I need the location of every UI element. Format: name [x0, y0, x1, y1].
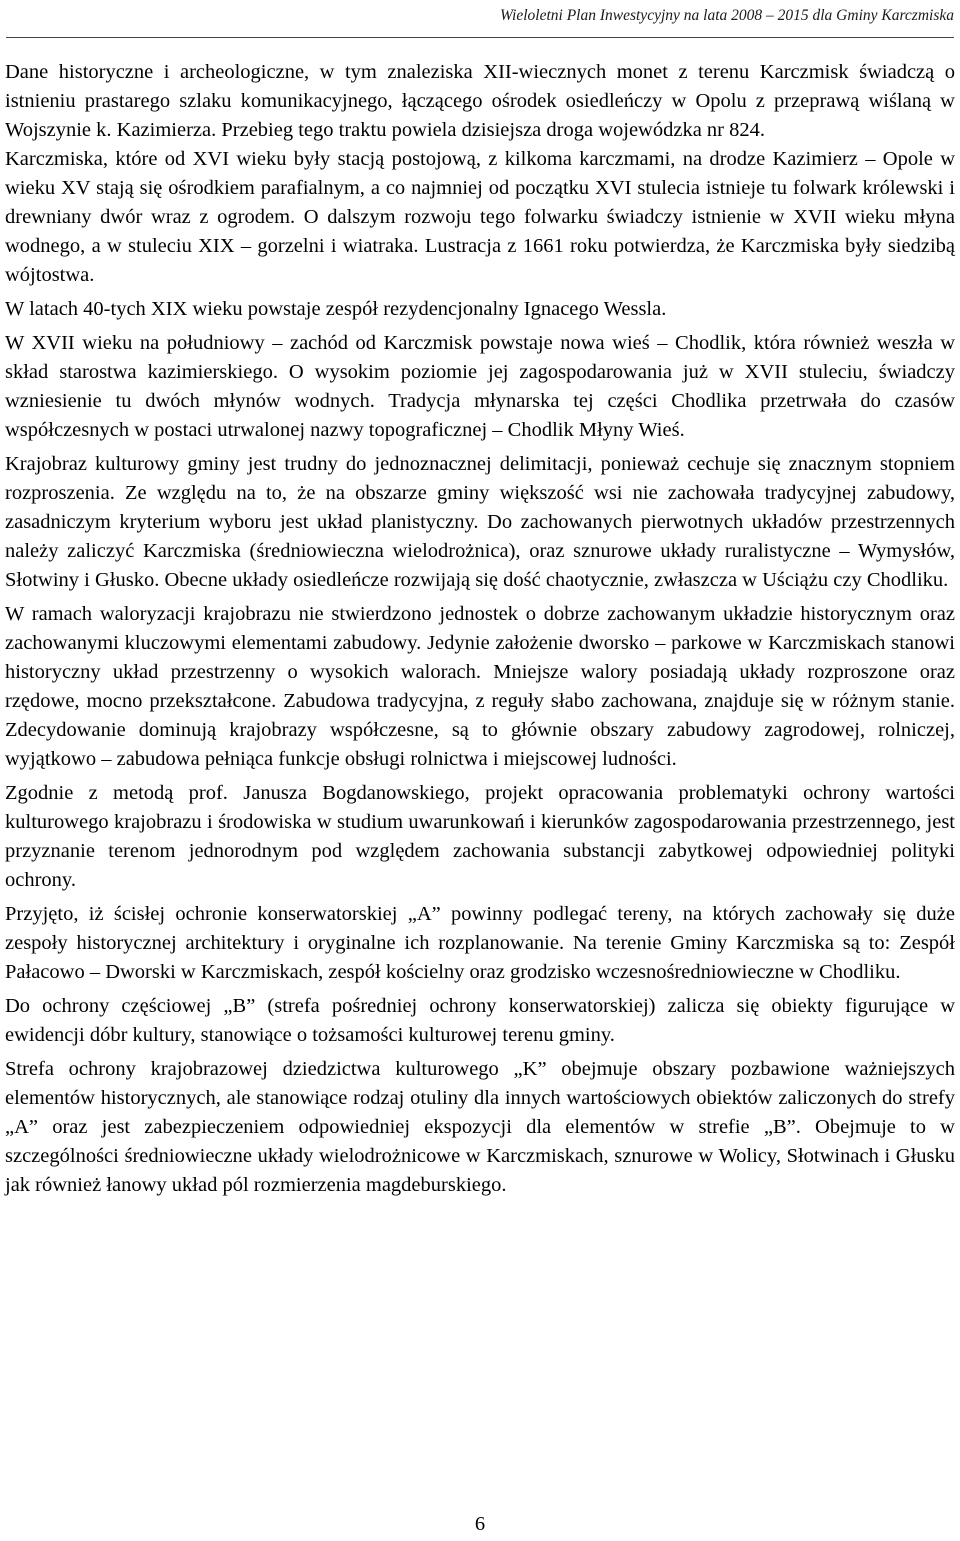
paragraph-zone-b: Do ochrony częściowej „B” (strefa pośredniej ochrony konserwatorskiej) zalicza się obiekty figurujące w ewidencji dóbr kultury, stanowiące o tożsamości kulturowej terenu gminy.: [5, 995, 955, 1046]
paragraph-history: Dane historyczne i archeologiczne, w tym znaleziska XII-wiecznych monet z terenu Karczmisk świadczą o istnieniu prastarego szlaku komunikacyjnego, łączącego ośrodek osiedleńczy w Opolu z przeprawą wiślaną w Wojszynie k. Kazimierza. Przebieg tego traktu powiela dzisiejsza droga wojewódzka nr 824.: [5, 61, 955, 141]
paragraph-zone-a: Przyjęto, iż ścisłej ochronie konserwatorskiej „A” powinny podlegać tereny, na których zachowały się duże zespoły historycznej architektury i oryginalne ich rozplanowanie. Na terenie Gminy Karczmiska są to: Zespół Pałacowo – Dworski w Karczmiskach, zespół kościelny oraz grodzisko wczesnośredniowieczne w Chodliku.: [5, 903, 955, 983]
paragraph-wessel-residence: W latach 40-tych XIX wieku powstaje zespół rezydencjonalny Ignacego Wessla.: [5, 298, 667, 320]
document-body: [5, 58, 955, 1205]
running-header: Wieloletni Plan Inwestycyjny na lata 2008 – 2015 dla Gminy Karczmiska: [499, 7, 954, 24]
paragraph-chodlik: W XVII wieku na południowy – zachód od Karczmisk powstaje nowa wieś – Chodlik, która również weszła w skład starostwa kazimierskiego. O wysokim poziomie jej zagospodarowania już w XVII stuleciu, świadczy wzniesienie tu dwóch młynów wodnych. Tradycja młynarska tej części Chodlika przetrwała do czasów współczesnych w postaci utrwalonej nazwy topograficznej – Chodlik Młyny Wieś.: [5, 332, 955, 441]
paragraph-landscape-valorisation: W ramach waloryzacji krajobrazu nie stwierdzono jednostek o dobrze zachowanym układzie historycznym oraz zachowanymi kluczowymi elementami zabudowy. Jedynie założenie dworsko – parkowe w Karczmiskach stanowi historyczny układ przestrzenny o wysokich walorach. Mniejsze walory posiadają układy rozproszone oraz rzędowe, mocno przekształcone. Zabudowa tradycyjna, z reguły słabo zachowana, znajduje się w różnym stanie. Zdecydowanie dominują krajobrazy współczesne, są to głównie obszary zabudowy zagrodowej, rolniczej, wyjątkowo – zabudowa pełniąca funkcje obsługi rolnictwa i miejscowej ludności.: [5, 603, 955, 770]
paragraph-karczmiska-origins: Karczmiska, które od XVI wieku były stacją postojową, z kilkoma karczmami, na drodze Kazimierz – Opole w wieku XV stają się ośrodkiem parafialnym, a co najmniej od początku XVI stulecia istnieje tu folwark królewski i drewniany dwór wraz z ogrodem. O dalszym rozwoju tego folwarku świadczy istnienie w XVII wieku młyna wodnego, a w stuleciu XIX – gorzelni i wiatraka. Lustracja z 1661 roku potwierdza, że Karczmiska były siedzibą wójtostwa.: [5, 148, 955, 286]
page-number: 6: [474, 1513, 486, 1535]
paragraph-bogdanowski-method: Zgodnie z metodą prof. Janusza Bogdanowskiego, projekt opracowania problematyki ochrony wartości kulturowego krajobrazu i środowiska w studium uwarunkowań i kierunków zagospodarowania przestrzennego, jest przyznanie terenom jednorodnym pod względem zachowania substancji zabytkowej odpowiedniej polityki ochrony.: [5, 782, 955, 891]
header-divider: [6, 37, 954, 38]
paragraph-zone-k: Strefa ochrony krajobrazowej dziedzictwa kulturowego „K” obejmuje obszary pozbawione ważniejszych elementów historycznych, ale stanowiące rodzaj otuliny dla innych wartościowych obiektów zaliczonych do strefy „A” oraz jest zabezpieczeniem odpowiedniej ekspozycji dla elementów w strefie „B”. Obejmuje to w szczególności średniowieczne układy wielodrożnicowe w Karczmiskach, sznurowe w Wolicy, Słotwinach i Głusku jak również łanowy układ pól rozmierzenia magdeburskiego.: [5, 1058, 955, 1196]
paragraph-cultural-landscape: Krajobraz kulturowy gminy jest trudny do jednoznacznej delimitacji, ponieważ cechuje się znacznym stopniem rozproszenia. Ze względu na to, że na obszarze gminy większość wsi nie zachowała tradycyjnej zabudowy, zasadniczym kryterium wyboru jest układ planistyczny. Do zachowanych pierwotnych układów przestrzennych należy zaliczyć Karczmiska (średniowieczna wielodrożnica), oraz sznurowe układy ruralistyczne – Wymysłów, Słotwiny i Głusko. Obecne układy osiedleńcze rozwijają się dość chaotycznie, zwłaszcza w Uściążu czy Chodliku.: [5, 453, 955, 591]
